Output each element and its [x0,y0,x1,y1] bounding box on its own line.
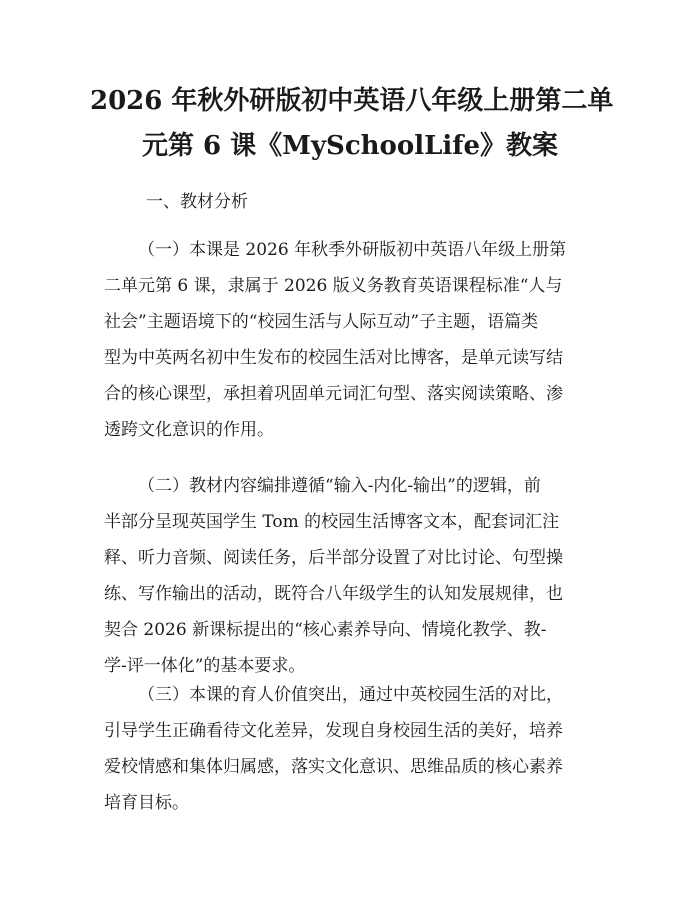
paragraph-line: 契合 2026 新课标提出的“核心素养导向、情境化教学、教- [104,620,547,640]
paragraph-line: 学-评一体化”的基本要求。 [104,656,306,676]
document-title-line-2: 元第 6 课《MySchoolLife》教案 [141,131,559,161]
paragraph-2 [104,468,604,684]
paragraph-line: 释、听力音频、阅读任务，后半部分设置了对比讨论、句型操 [104,548,563,568]
section-heading: 一、教材分析 [146,192,248,212]
paragraph-line: 引导学生正确看待文化差异，发现自身校园生活的美好，培养 [104,721,563,741]
paragraph-line: 合的核心课型，承担着巩固单元词汇句型、落实阅读策略、渗 [104,384,563,404]
paragraph-3 [104,677,604,821]
paragraph-line: 练、写作输出的活动，既符合八年级学生的认知发展规律，也 [104,584,563,604]
paragraph-line: （一）本课是 2026 年秋季外研版初中英语八年级上册第 [138,240,567,260]
paragraph-line: （二）教材内容编排遵循“输入-内化-输出”的逻辑，前 [138,476,541,496]
paragraph-line: 爱校情感和集体归属感，落实文化意识、思维品质的核心素养 [104,757,563,777]
paragraph-1 [104,232,604,448]
paragraph-line: 型为中英两名初中生发布的校园生活对比博客，是单元读写结 [104,348,563,368]
paragraph-line: 社会”主题语境下的“校园生活与人际互动”子主题，语篇类 [104,312,539,332]
document-title-line-1: 2026 年秋外研版初中英语八年级上册第二单 [90,86,614,116]
paragraph-line: 透跨文化意识的作用。 [104,420,274,440]
paragraph-line: 半部分呈现英国学生 Tom 的校园生活博客文本，配套词汇注 [104,512,560,532]
paragraph-line: 二单元第 6 课，隶属于 2026 版义务教育英语课程标准“人与 [104,276,563,296]
paragraph-line: 培育目标。 [104,793,189,813]
paragraph-line: （三）本课的育人价值突出，通过中英校园生活的对比， [138,685,563,705]
